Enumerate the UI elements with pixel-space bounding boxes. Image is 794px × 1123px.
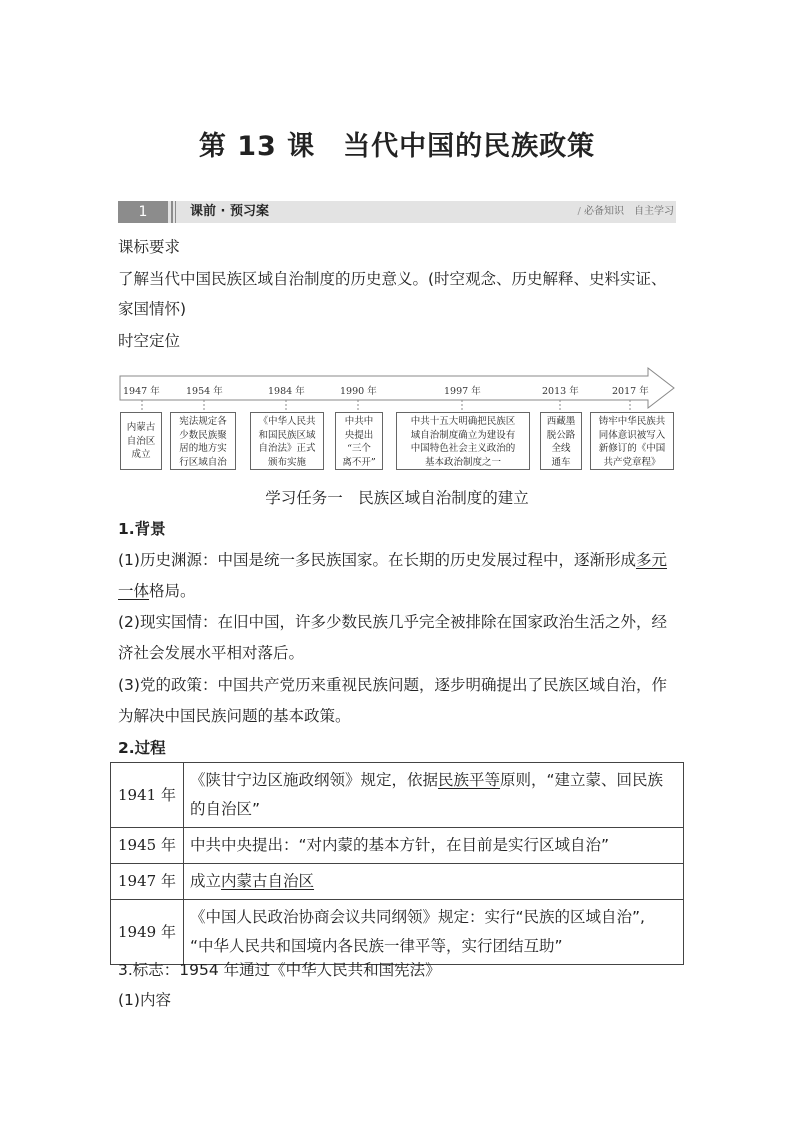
- table-cell-content: [184, 763, 684, 828]
- timeline-event-line: “三个: [347, 443, 371, 454]
- section-tags-text: 必备知识 自主学习: [584, 206, 674, 217]
- timeline-event-line: 宪法规定各: [179, 416, 227, 427]
- timeline-year: 2017 年: [612, 386, 649, 397]
- text-run: 格局。: [149, 582, 196, 600]
- text-run: 原则，“建立蒙、回民族: [500, 771, 664, 789]
- timeline-event-line: 脱公路: [546, 429, 576, 441]
- section-number: 1: [118, 201, 168, 223]
- timeline-event-line: 域自治制度确立为建设有: [410, 429, 516, 441]
- table-cell-year: 1947 年: [111, 864, 184, 900]
- timeline-event-line: 共产党章程》: [603, 456, 661, 468]
- table-cell-year: 1941 年: [111, 763, 184, 828]
- timeline-event: [396, 412, 530, 470]
- section-divider: [175, 201, 176, 223]
- timeline-event-line: 成立: [131, 449, 151, 460]
- process-table: [110, 762, 684, 965]
- background-p1: [118, 545, 667, 576]
- timeline-event: [250, 412, 324, 470]
- timeline-event: [335, 412, 383, 470]
- timeline-event-line: 颁布实施: [267, 456, 306, 468]
- background-p2-cont: 济社会发展水平相对落后。: [118, 644, 305, 662]
- underlined-term: 一体: [118, 582, 150, 600]
- table-cell-year: 1949 年: [111, 900, 184, 965]
- timeline-event-line: 新修订的《中国: [598, 443, 666, 454]
- timeline-event-line: 中共中: [344, 416, 374, 427]
- background-p1-cont: [118, 576, 196, 607]
- timeline-event-line: 自治区: [126, 435, 156, 447]
- table-cell-content: [184, 864, 684, 900]
- timeline-event-line: 基本政治制度之一: [424, 456, 501, 468]
- kebiao-text: 家国情怀): [118, 300, 187, 318]
- background-p3-cont: 为解决中国民族问题的基本政策。: [118, 707, 351, 725]
- background-p2: (2)现实国情：在旧中国，许多少数民族几乎完全被排除在国家政治生活之外，经: [118, 613, 667, 631]
- timeline-event: [170, 412, 236, 470]
- section-divider: [171, 201, 173, 223]
- underlined-term: 内蒙古自治区: [221, 872, 315, 890]
- timeline-event-line: 铸牢中华民族共: [598, 416, 666, 427]
- process-heading: 2.过程: [118, 739, 166, 757]
- timeline-year: 1990 年: [340, 386, 377, 397]
- timeline-event-line: 自治法》正式: [258, 443, 316, 454]
- text-run: 《中国人民政治协商会议共同纲领》规定：实行“民族的区域自治”,: [190, 908, 645, 926]
- page-title: 第 13 课 当代中国的民族政策: [198, 131, 596, 162]
- timeline-event: [540, 412, 582, 470]
- timeline-event-line: 《中华人民共: [258, 416, 316, 427]
- text-run: 成立: [190, 872, 222, 890]
- task-title: 学习任务一 民族区域自治制度的建立: [265, 489, 529, 507]
- table-row: [111, 828, 684, 864]
- table-cell-year: 1945 年: [111, 828, 184, 864]
- text-run: “中华人民共和国境内各民族一律平等，实行团结互助”: [190, 937, 563, 955]
- timeline-event: [120, 412, 162, 470]
- kebiao-text: 了解当代中国民族区域自治制度的历史意义。(时空观念、历史解释、史料实证、: [118, 270, 667, 288]
- timeline-year: 1947 年: [123, 386, 160, 397]
- mark-heading: 3.标志：1954 年通过《中华人民共和国宪法》: [118, 961, 441, 979]
- text-run: 《陕甘宁边区施政纲领》规定，依据: [190, 771, 439, 789]
- timeline-event-line: 离不开”: [342, 456, 376, 468]
- underlined-term: 民族平等: [438, 771, 501, 789]
- table-row: [111, 864, 684, 900]
- background-heading: 1.背景: [118, 520, 166, 538]
- table-cell-content: 中共中央提出：“对内蒙的基本方针，在目前是实行区域自治”: [184, 828, 684, 864]
- kebiao-heading: 课标要求: [118, 238, 181, 256]
- timeline-event-line: 央提出: [344, 429, 374, 441]
- timeline-event-line: 行区域自治: [179, 456, 227, 468]
- timeline-event-line: 西藏墨: [546, 416, 576, 427]
- timeline-year: 2013 年: [542, 386, 579, 397]
- timeline-year: 1954 年: [186, 386, 223, 397]
- timeline-event-line: 全线: [551, 443, 571, 454]
- timeline-year: 1984 年: [268, 386, 305, 397]
- content-heading: (1)内容: [118, 991, 171, 1009]
- shikong-heading: 时空定位: [118, 332, 181, 350]
- table-row: [111, 763, 684, 828]
- section-tags: / 必备知识 自主学习: [577, 206, 674, 217]
- timeline-event-line: 内蒙古: [126, 422, 156, 433]
- timeline-event-line: 和国民族区域: [258, 429, 316, 441]
- text-run: 的自治区”: [190, 800, 261, 818]
- timeline-event-line: 少数民族聚: [179, 429, 227, 441]
- background-p3: (3)党的政策：中国共产党历来重视民族问题，逐步明确提出了民族区域自治，作: [118, 676, 667, 694]
- section-title: 课前 · 预习案: [190, 204, 269, 219]
- timeline-event-line: 同体意识被写入: [598, 429, 666, 441]
- timeline-event-line: 居的地方实: [179, 443, 227, 454]
- timeline-event-line: 中共十五大明确把民族区: [410, 416, 516, 427]
- timeline-event: [590, 412, 674, 470]
- text-run: (1)历史渊源：中国是统一多民族国家。在长期的历史发展过程中，逐渐形成: [118, 551, 636, 569]
- timeline-event-line: 通车: [551, 456, 571, 468]
- underlined-term: 多元: [635, 551, 667, 569]
- timeline-year: 1997 年: [444, 386, 481, 397]
- timeline-event-line: 中国特色社会主义政治的: [410, 443, 516, 454]
